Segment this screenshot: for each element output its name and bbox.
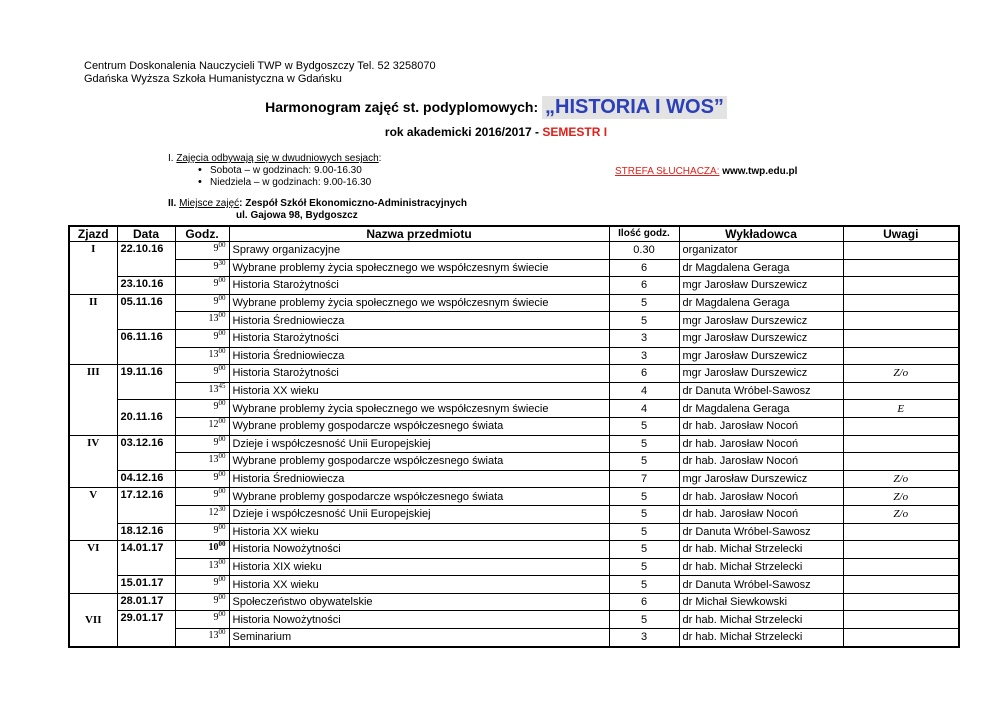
zjazd-cell bbox=[69, 541, 117, 594]
hours-cell: 5 bbox=[609, 541, 679, 559]
subject-name: Społeczeństwo obywatelskie bbox=[232, 596, 373, 609]
subject-name: Historia Starożytności bbox=[232, 332, 339, 345]
time-hour: 13 bbox=[208, 630, 219, 642]
table-row bbox=[69, 470, 959, 488]
time-hour: 12 bbox=[208, 418, 219, 430]
time-cell bbox=[175, 576, 229, 594]
time-minutes: 00 bbox=[218, 417, 226, 425]
time-minutes: 00 bbox=[218, 329, 226, 337]
notes-cell bbox=[843, 242, 959, 260]
table-row bbox=[69, 611, 959, 629]
subject-name: Dzieje i współczesność Unii Europejskiej bbox=[232, 508, 431, 521]
time-hour: 13 bbox=[208, 313, 219, 325]
header-line-1: Centrum Doskonalenia Nauczycieli TWP w Bydgoszczy Tel. 52 3258070 bbox=[84, 60, 436, 72]
subject-cell bbox=[229, 277, 609, 295]
time-minutes: 00 bbox=[218, 364, 226, 373]
time-cell bbox=[175, 347, 229, 365]
table-row bbox=[69, 576, 959, 594]
session-sunday: • Niedziela – w godzinach: 9.00-16.30 bbox=[210, 177, 381, 189]
time-cell bbox=[175, 453, 229, 471]
time-minutes: 00 bbox=[218, 558, 226, 566]
table-row bbox=[69, 329, 959, 347]
subject-cell bbox=[229, 611, 609, 629]
hours-cell: 5 bbox=[609, 558, 679, 576]
time-minutes: 00 bbox=[218, 487, 226, 496]
lecturer-cell: dr Magdalena Geraga bbox=[679, 259, 843, 277]
table-row bbox=[69, 365, 959, 383]
date-cell: 06.11.16 bbox=[117, 329, 175, 364]
time-minutes: 00 bbox=[218, 610, 226, 619]
venue-info bbox=[168, 198, 467, 222]
lecturer-cell: mgr Jarosław Durszewicz bbox=[679, 470, 843, 488]
time-hour: 9 bbox=[213, 330, 219, 342]
table-row bbox=[69, 400, 959, 418]
subject-name: Historia Średniowiecza bbox=[232, 349, 345, 362]
hours-cell: 0.30 bbox=[609, 242, 679, 260]
notes-cell: E bbox=[843, 400, 959, 418]
institution-header bbox=[84, 60, 436, 86]
col-hours: Ilość godz. bbox=[609, 226, 679, 242]
time-cell bbox=[175, 611, 229, 629]
time-hour: 9 bbox=[213, 577, 219, 589]
zjazd-label: VI bbox=[87, 542, 100, 555]
subject-cell bbox=[229, 541, 609, 559]
time-minutes: 00 bbox=[218, 435, 226, 443]
col-time: Godz. bbox=[175, 226, 229, 242]
subject-name: Wybrane problemy życia społecznego we współczesnym świecie bbox=[232, 402, 549, 415]
notes-cell bbox=[843, 576, 959, 594]
col-notes: Uwagi bbox=[843, 226, 959, 242]
subject-cell bbox=[229, 259, 609, 277]
notes-cell bbox=[843, 523, 959, 541]
time-cell bbox=[175, 417, 229, 435]
time-minutes: 45 bbox=[218, 382, 226, 390]
notes-cell bbox=[843, 435, 959, 453]
lecturer-cell: dr hab. Jarosław Nocoń bbox=[679, 505, 843, 523]
zjazd-cell bbox=[69, 435, 117, 488]
lecturer-cell: dr Michał Siewkowski bbox=[679, 593, 843, 611]
table-header-row bbox=[69, 226, 959, 242]
time-cell bbox=[175, 312, 229, 330]
subject-cell bbox=[229, 435, 609, 453]
subject-name: Historia XX wieku bbox=[232, 525, 319, 538]
time-hour: 13 bbox=[208, 454, 219, 466]
date-cell: 15.01.17 bbox=[117, 576, 175, 594]
hours-cell: 3 bbox=[609, 329, 679, 347]
subject-cell bbox=[229, 453, 609, 471]
lecturer-cell: organizator bbox=[679, 242, 843, 260]
col-zjazd: Zjazd bbox=[69, 226, 117, 242]
table-row bbox=[69, 347, 959, 365]
notes-cell bbox=[843, 593, 959, 611]
time-hour: 13 bbox=[208, 348, 219, 360]
subject-cell bbox=[229, 365, 609, 383]
venue-name: : Zespół Szkół Ekonomiczno-Administracyjnych bbox=[239, 198, 467, 209]
table-row bbox=[69, 417, 959, 435]
table-row bbox=[69, 505, 959, 523]
lecturer-cell: dr hab. Jarosław Nocoń bbox=[679, 488, 843, 506]
date-cell: 22.10.16 bbox=[117, 242, 175, 277]
time-minutes: 30 bbox=[218, 259, 226, 267]
date-cell: 17.12.16 bbox=[117, 488, 175, 523]
subject-name: Historia Średniowiecza bbox=[232, 314, 345, 327]
hours-cell: 4 bbox=[609, 400, 679, 418]
semester-label: SEMESTR I bbox=[542, 125, 608, 139]
time-hour: 9 bbox=[213, 295, 219, 307]
subject-name: Historia XIX wieku bbox=[232, 560, 322, 573]
lecturer-cell: dr hab. Jarosław Nocoń bbox=[679, 435, 843, 453]
date-cell: 28.01.17 bbox=[117, 593, 175, 611]
table-row bbox=[69, 294, 959, 312]
student-zone bbox=[615, 166, 797, 177]
session-saturday: • Sobota – w godzinach: 9.00-16.30 bbox=[210, 165, 381, 177]
zjazd-label: I bbox=[91, 243, 96, 255]
hours-cell: 5 bbox=[609, 417, 679, 435]
venue-section-number: II. bbox=[168, 198, 180, 209]
time-cell bbox=[175, 329, 229, 347]
date-cell: 03.12.16 bbox=[117, 435, 175, 470]
table-row bbox=[69, 488, 959, 506]
subject-name: Wybrane problemy gospodarcze współczesnego świata bbox=[232, 490, 504, 503]
lecturer-cell: dr hab. Michał Strzelecki bbox=[679, 558, 843, 576]
table-row bbox=[69, 277, 959, 295]
subject-cell bbox=[229, 593, 609, 611]
table-row bbox=[69, 593, 959, 611]
zjazd-cell bbox=[69, 365, 117, 435]
hours-cell: 5 bbox=[609, 505, 679, 523]
date-cell: 04.12.16 bbox=[117, 470, 175, 488]
hours-cell: 5 bbox=[609, 453, 679, 471]
hours-cell: 5 bbox=[609, 523, 679, 541]
date-cell: 20.11.16 bbox=[117, 400, 175, 435]
time-cell bbox=[175, 365, 229, 383]
time-hour: 9 bbox=[213, 278, 219, 290]
subject-cell bbox=[229, 629, 609, 647]
subject-cell bbox=[229, 417, 609, 435]
student-zone-url[interactable]: www.twp.edu.pl bbox=[719, 166, 798, 177]
subject-cell bbox=[229, 523, 609, 541]
time-minutes: 00 bbox=[218, 241, 226, 249]
subject-cell bbox=[229, 294, 609, 312]
lecturer-cell: mgr Jarosław Durszewicz bbox=[679, 312, 843, 330]
subject-name: Historia Średniowiecza bbox=[232, 473, 345, 486]
date-cell: 29.01.17 bbox=[117, 611, 175, 647]
time-minutes: 00 bbox=[218, 628, 226, 637]
schedule-table bbox=[68, 225, 960, 648]
lecturer-cell: dr hab. Michał Strzelecki bbox=[679, 629, 843, 647]
time-cell bbox=[175, 558, 229, 576]
hours-cell: 5 bbox=[609, 576, 679, 594]
time-minutes: 00 bbox=[218, 470, 226, 478]
time-hour: 13 bbox=[208, 559, 219, 571]
hours-cell: 4 bbox=[609, 382, 679, 400]
col-subject: Nazwa przedmiotu bbox=[229, 226, 609, 242]
sessions-info bbox=[168, 153, 381, 189]
subject-name: Historia XX wieku bbox=[232, 385, 319, 398]
zjazd-cell bbox=[69, 488, 117, 541]
notes-cell bbox=[843, 453, 959, 471]
subject-name: Historia XX wieku bbox=[232, 578, 319, 591]
date-cell: 18.12.16 bbox=[117, 523, 175, 541]
col-lecturer: Wykładowca bbox=[679, 226, 843, 242]
table-row bbox=[69, 382, 959, 400]
time-minutes: 00 bbox=[218, 294, 226, 302]
table-row bbox=[69, 523, 959, 541]
time-cell bbox=[175, 382, 229, 400]
notes-cell bbox=[843, 294, 959, 312]
time-minutes: 00 bbox=[218, 575, 226, 584]
time-hour: 9 bbox=[213, 366, 219, 378]
time-minutes: 00 bbox=[218, 399, 226, 408]
notes-cell bbox=[843, 611, 959, 629]
notes-cell bbox=[843, 347, 959, 365]
table-row bbox=[69, 558, 959, 576]
table-row bbox=[69, 629, 959, 647]
date-cell: 14.01.17 bbox=[117, 541, 175, 576]
subject-cell bbox=[229, 505, 609, 523]
subject-cell bbox=[229, 329, 609, 347]
time-hour: 9 bbox=[213, 612, 219, 624]
table-row bbox=[69, 435, 959, 453]
subject-name: Historia Starożytności bbox=[232, 367, 339, 380]
zjazd-cell bbox=[69, 294, 117, 364]
zjazd-label: III bbox=[86, 366, 100, 379]
hours-cell: 6 bbox=[609, 259, 679, 277]
time-cell bbox=[175, 277, 229, 295]
notes-cell: Z/o bbox=[843, 470, 959, 488]
lecturer-cell: dr Danuta Wróbel-Sawosz bbox=[679, 382, 843, 400]
time-minutes: 00 bbox=[218, 593, 226, 601]
title-prefix: Harmonogram zajęć st. podyplomowych: bbox=[265, 99, 543, 115]
time-cell bbox=[175, 505, 229, 523]
time-hour: 12 bbox=[208, 506, 219, 518]
notes-cell: Z/o bbox=[843, 505, 959, 523]
time-hour: 13 bbox=[208, 383, 219, 395]
time-cell bbox=[175, 629, 229, 647]
time-cell bbox=[175, 242, 229, 260]
time-cell bbox=[175, 400, 229, 418]
lecturer-cell: dr Danuta Wróbel-Sawosz bbox=[679, 576, 843, 594]
lecturer-cell: mgr Jarosław Durszewicz bbox=[679, 347, 843, 365]
subject-name: Wybrane problemy życia społecznego we współczesnym świecie bbox=[232, 261, 549, 274]
table-row bbox=[69, 541, 959, 559]
hours-cell: 5 bbox=[609, 312, 679, 330]
lecturer-cell: dr hab. Jarosław Nocoń bbox=[679, 417, 843, 435]
time-cell bbox=[175, 470, 229, 488]
time-cell bbox=[175, 523, 229, 541]
date-cell: 19.11.16 bbox=[117, 365, 175, 400]
time-hour: 9 bbox=[213, 489, 219, 501]
time-hour: 9 bbox=[213, 436, 219, 448]
subject-name: Historia Starożytności bbox=[232, 279, 339, 292]
date-cell: 23.10.16 bbox=[117, 277, 175, 295]
hours-cell: 5 bbox=[609, 488, 679, 506]
subject-name: Wybrane problemy gospodarcze współczesnego świata bbox=[232, 420, 504, 433]
subject-cell bbox=[229, 312, 609, 330]
time-minutes: 00 bbox=[218, 452, 226, 461]
zjazd-label: VII bbox=[84, 613, 102, 626]
lecturer-cell: mgr Jarosław Durszewicz bbox=[679, 277, 843, 295]
time-minutes: 00 bbox=[218, 523, 226, 531]
program-name: „HISTORIA I WOS” bbox=[542, 96, 727, 119]
subject-name: Sprawy organizacyjne bbox=[232, 244, 341, 257]
table-row bbox=[69, 259, 959, 277]
notes-cell bbox=[843, 329, 959, 347]
time-hour: 9 bbox=[213, 243, 219, 254]
subject-cell bbox=[229, 382, 609, 400]
lecturer-cell: dr Magdalena Geraga bbox=[679, 294, 843, 312]
venue-label: Miejsce zajęć bbox=[179, 198, 240, 209]
subject-cell bbox=[229, 400, 609, 418]
lecturer-cell: dr Danuta Wróbel-Sawosz bbox=[679, 523, 843, 541]
time-cell bbox=[175, 541, 229, 559]
time-cell bbox=[175, 593, 229, 611]
time-minutes: 00 bbox=[218, 347, 226, 355]
lecturer-cell: dr hab. Michał Strzelecki bbox=[679, 611, 843, 629]
zjazd-label: V bbox=[89, 489, 98, 502]
subject-name: Wybrane problemy życia społecznego we współczesnym świecie bbox=[232, 297, 549, 310]
hours-cell: 5 bbox=[609, 294, 679, 312]
subject-cell bbox=[229, 558, 609, 576]
col-date: Data bbox=[117, 226, 175, 242]
time-cell bbox=[175, 259, 229, 277]
table-row bbox=[69, 312, 959, 330]
time-hour: 9 bbox=[213, 401, 219, 413]
table-row bbox=[69, 242, 959, 260]
sessions-heading: Zajęcia odbywają się w dwudniowych sesjach bbox=[176, 153, 379, 164]
sessions-colon: : bbox=[378, 153, 382, 164]
notes-cell bbox=[843, 541, 959, 559]
notes-cell bbox=[843, 277, 959, 295]
academic-year: rok akademicki 2016/2017 - bbox=[384, 125, 543, 139]
subject-cell bbox=[229, 470, 609, 488]
venue-address: ul. Gajowa 98, Bydgoszcz bbox=[236, 210, 358, 221]
notes-cell: Z/o bbox=[843, 365, 959, 383]
notes-cell bbox=[843, 312, 959, 330]
time-hour: 9 bbox=[213, 260, 219, 272]
zjazd-cell bbox=[69, 242, 117, 295]
page-subtitle bbox=[0, 125, 992, 139]
time-minutes: 30 bbox=[218, 505, 226, 513]
subject-name: Seminarium bbox=[232, 631, 292, 644]
hours-cell: 3 bbox=[609, 629, 679, 647]
date-cell: 05.11.16 bbox=[117, 294, 175, 329]
subject-name: Historia Nowożytności bbox=[232, 543, 341, 556]
hours-cell: 7 bbox=[609, 470, 679, 488]
zjazd-cell bbox=[69, 593, 117, 646]
lecturer-cell: mgr Jarosław Durszewicz bbox=[679, 329, 843, 347]
table-row bbox=[69, 453, 959, 471]
notes-cell bbox=[843, 558, 959, 576]
time-minutes: 00 bbox=[218, 540, 226, 549]
zjazd-label: II bbox=[88, 295, 98, 308]
sessions-list bbox=[168, 165, 381, 189]
lecturer-cell: mgr Jarosław Durszewicz bbox=[679, 365, 843, 383]
subject-name: Wybrane problemy gospodarcze współczesnego świata bbox=[232, 455, 504, 468]
hours-cell: 5 bbox=[609, 611, 679, 629]
subject-cell bbox=[229, 576, 609, 594]
lecturer-cell: dr hab. Jarosław Nocoń bbox=[679, 453, 843, 471]
time-cell bbox=[175, 488, 229, 506]
lecturer-cell: dr Magdalena Geraga bbox=[679, 400, 843, 418]
time-minutes: 00 bbox=[218, 276, 226, 285]
hours-cell: 3 bbox=[609, 347, 679, 365]
section-number: I. bbox=[168, 153, 177, 164]
subject-cell bbox=[229, 488, 609, 506]
notes-cell bbox=[843, 417, 959, 435]
notes-cell bbox=[843, 382, 959, 400]
time-minutes: 00 bbox=[218, 311, 226, 320]
hours-cell: 6 bbox=[609, 365, 679, 383]
time-hour: 10 bbox=[208, 542, 219, 554]
hours-cell: 6 bbox=[609, 593, 679, 611]
time-hour: 9 bbox=[213, 471, 219, 483]
subject-cell bbox=[229, 347, 609, 365]
notes-cell bbox=[843, 259, 959, 277]
time-cell bbox=[175, 294, 229, 312]
hours-cell: 6 bbox=[609, 277, 679, 295]
time-cell bbox=[175, 435, 229, 453]
subject-name: Dzieje i współczesność Unii Europejskiej bbox=[232, 437, 431, 450]
time-hour: 9 bbox=[213, 524, 219, 536]
zjazd-label: IV bbox=[87, 436, 100, 449]
lecturer-cell: dr hab. Michał Strzelecki bbox=[679, 541, 843, 559]
subject-name: Historia Nowożytności bbox=[232, 613, 341, 626]
student-zone-label[interactable]: STREFA SŁUCHACZA: bbox=[615, 166, 720, 177]
page-title bbox=[0, 96, 992, 119]
header-line-2: Gdańska Wyższa Szkoła Humanistyczna w Gdańsku bbox=[84, 73, 342, 85]
notes-cell bbox=[843, 629, 959, 647]
subject-cell bbox=[229, 242, 609, 260]
notes-cell: Z/o bbox=[843, 488, 959, 506]
hours-cell: 5 bbox=[609, 435, 679, 453]
schedule-body bbox=[69, 242, 959, 647]
time-hour: 9 bbox=[213, 594, 219, 606]
